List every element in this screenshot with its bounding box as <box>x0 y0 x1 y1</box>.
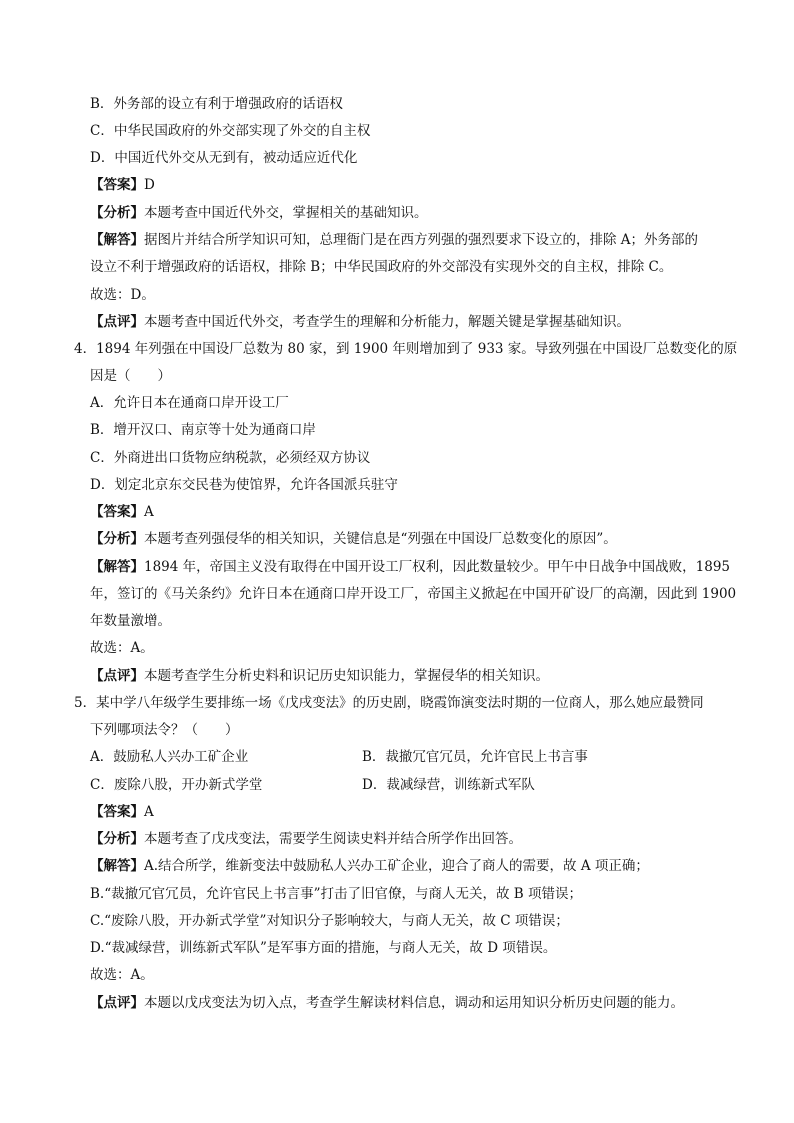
answer-value: D <box>144 177 155 193</box>
q4-option-b: B．增开汉口、南京等十处为通商口岸 <box>90 422 316 438</box>
solution-tag: 【解答】 <box>90 559 144 575</box>
q5-solution-line-1 <box>90 857 649 875</box>
analysis-tag: 【分析】 <box>90 831 144 847</box>
q5-solution-line-4: D.“裁减绿营，训练新式军队”是军事方面的措施，与商人无关，故 D 项错误。 <box>90 940 557 956</box>
solution-text: 据图片并结合所学知识可知，总理衙门是在西方列强的强烈要求下设立的，排除 A；外务部的 <box>144 232 699 248</box>
analysis-text: 本题考查了戊戌变法，需要学生阅读史料并结合所学作出回答。 <box>144 831 522 847</box>
q5-option-c: C．废除八股，开办新式学堂 <box>90 777 263 793</box>
q5-option-a: A．鼓励私人兴办工矿企业 <box>90 749 249 765</box>
q4-choice: 故选：A。 <box>90 640 154 656</box>
analysis-text: 本题考查中国近代外交，掌握相关的基础知识。 <box>144 205 428 221</box>
q4-solution-line-2: 年，签订的《马关条约》允许日本在通商口岸开设工厂，帝国主义掀起在中国开矿设厂的高潮，因此到 1900 <box>90 586 737 602</box>
q3-option-b: B．外务部的设立有利于增强政府的话语权 <box>90 96 343 112</box>
solution-text: A.结合所学，维新变法中鼓励私人兴办工矿企业，迎合了商人的需要，故 A 项正确； <box>144 858 649 874</box>
q3-comment <box>90 313 630 331</box>
q5-comment <box>90 994 684 1012</box>
q5-option-b: B．裁撤冗官冗员，允许官民上书言事 <box>362 749 588 765</box>
q4-solution-line-3: 年数量激增。 <box>90 613 171 629</box>
q4-analysis <box>90 530 617 548</box>
q4-option-a: A．允许日本在通商口岸开设工厂 <box>90 395 289 411</box>
q3-option-d: D．中国近代外交从无到有，被动适应近代化 <box>90 150 358 166</box>
comment-text: 本题以戊戌变法为切入点，考查学生解读材料信息，调动和运用知识分析历史问题的能力。 <box>144 995 684 1011</box>
q5-answer <box>90 803 154 821</box>
analysis-text: 本题考查列强侵华的相关知识，关键信息是“列强在中国设厂总数变化的原因”。 <box>144 531 617 547</box>
solution-tag: 【解答】 <box>90 232 144 248</box>
answer-value: A <box>144 504 154 520</box>
q5-stem-line-1: 5．某中学八年级学生要排练一场《戊戌变法》的历史剧，晓霞饰演变法时期的一位商人，那么她应最赞同 <box>74 695 704 711</box>
q5-solution-line-3: C.“废除八股，开办新式学堂”对知识分子影响较大，与商人无关，故 C 项错误； <box>90 913 569 929</box>
answer-tag: 【答案】 <box>90 804 144 820</box>
solution-tag: 【解答】 <box>90 858 144 874</box>
q5-solution-line-2: B.“裁撤冗官冗员，允许官民上书言事”打击了旧官僚，与商人无关，故 B 项错误； <box>90 886 583 902</box>
q3-choice: 故选：D。 <box>90 287 155 303</box>
q5-option-d: D．裁减绿营，训练新式军队 <box>362 777 535 793</box>
analysis-tag: 【分析】 <box>90 205 144 221</box>
q4-solution-line-1 <box>90 558 730 576</box>
q4-stem-line-1: 4．1894 年列强在中国设厂总数为 80 家，到 1900 年则增加到了 933 家。导致列强在中国设厂总数变化的原 <box>74 341 738 357</box>
answer-tag: 【答案】 <box>90 177 144 193</box>
q4-answer <box>90 503 154 521</box>
q5-stem-line-2: 下列哪项法令？（ ） <box>90 722 239 738</box>
comment-text: 本题考查学生分析史料和识记历史知识能力，掌握侵华的相关知识。 <box>144 668 549 684</box>
q4-option-d: D．划定北京东交民巷为使馆界，允许各国派兵驻守 <box>90 477 398 493</box>
answer-value: A <box>144 804 154 820</box>
solution-text: 1894 年，帝国主义没有取得在中国开设工厂权利，因此数量较少。甲午中日战争中国战败，1895 <box>144 559 731 575</box>
comment-tag: 【点评】 <box>90 995 144 1011</box>
q3-analysis <box>90 204 428 222</box>
answer-tag: 【答案】 <box>90 504 144 520</box>
analysis-tag: 【分析】 <box>90 531 144 547</box>
q4-stem-line-2: 因是（ ） <box>90 368 171 384</box>
comment-text: 本题考查中国近代外交，考查学生的理解和分析能力，解题关键是掌握基础知识。 <box>144 314 630 330</box>
q3-answer <box>90 176 155 194</box>
comment-tag: 【点评】 <box>90 314 144 330</box>
q5-choice: 故选：A。 <box>90 967 154 983</box>
q4-comment <box>90 667 549 685</box>
q4-option-c: C．外商进出口货物应纳税款，必须经双方协议 <box>90 450 371 466</box>
q3-solution-line-2: 设立不利于增强政府的话语权，排除 B；中华民国政府的外交部没有实现外交的自主权，排除 C。 <box>90 259 673 275</box>
comment-tag: 【点评】 <box>90 668 144 684</box>
q3-option-c: C．中华民国政府的外交部实现了外交的自主权 <box>90 123 371 139</box>
q5-analysis <box>90 830 522 848</box>
q3-solution-line-1 <box>90 231 698 249</box>
